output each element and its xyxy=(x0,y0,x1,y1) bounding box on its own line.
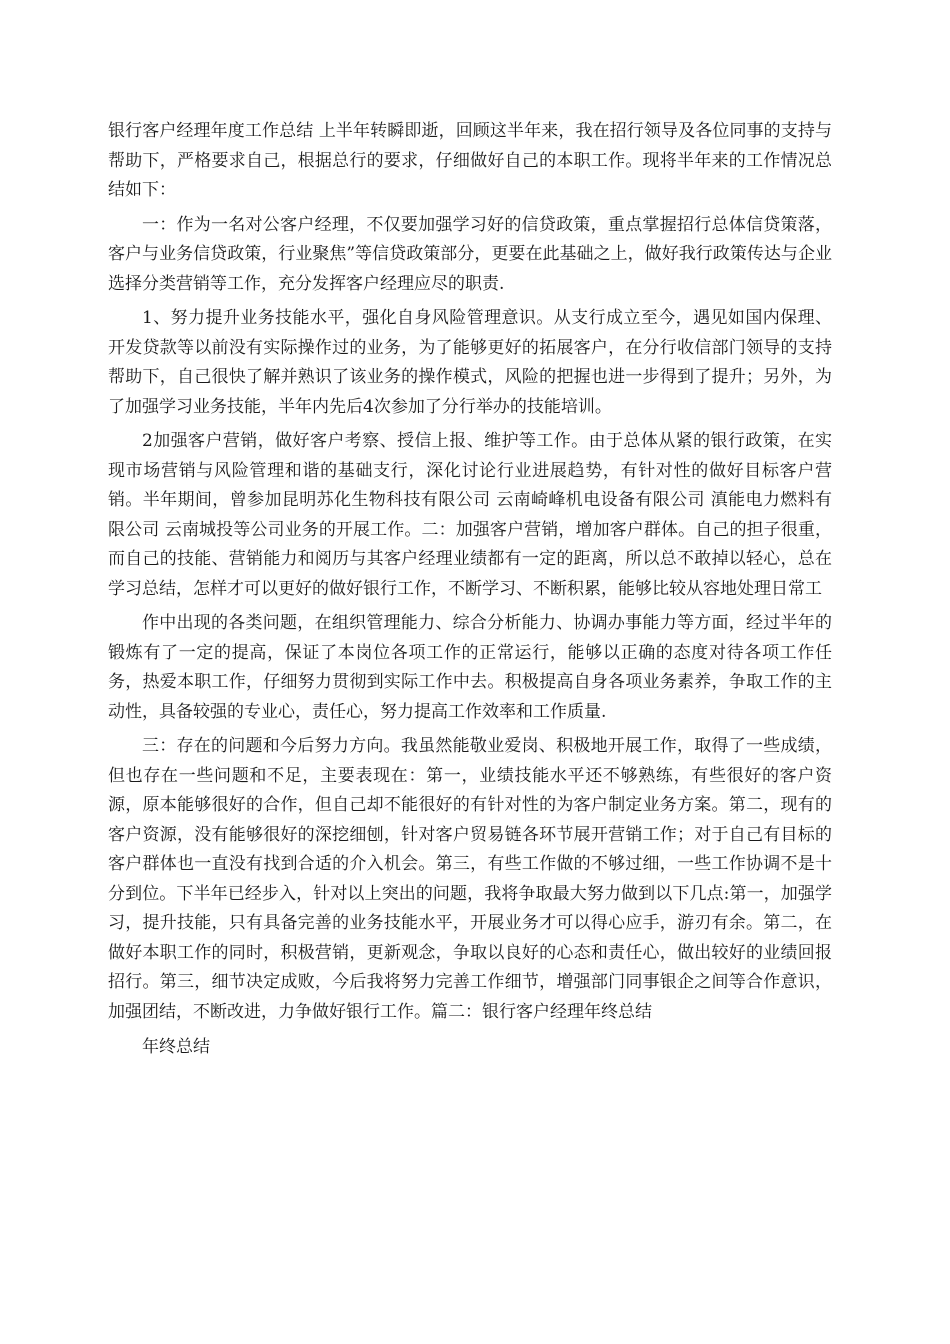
paragraph-year-end-heading: 年终总结 xyxy=(142,1037,210,1057)
paragraph-intro: 银行客户经理年度工作总结 上半年转瞬即逝，回顾这半年来，我在招行领导及各位同事的支持与帮助下，严格要求自己，根据总行的要求，仔细做好自己的本职工作。现将半年来的工作情况总结如下： xyxy=(108,121,832,200)
paragraph-continuation: 作中出现的各类问题，在组织管理能力、综合分析能力、协调办事能力等方面，经过半年的锻炼有了一定的提高，保证了本岗位各项工作的正常运行，能够以正确的态度对待各项工作任务，热爱本职工作，仔细努力贯彻到实际工作中去。积极提高自身各项业务素养，争取工作的主动性，具备较强的专业心，责任心，努力提高工作效率和工作质量. xyxy=(108,613,832,722)
paragraph-section-one: 一：作为一名对公客户经理，不仅要加强学习好的信贷政策，重点掌握招行总体信贷策落，客户与业务信贷政策，行业聚焦”等信贷政策部分，更要在此基础之上，做好我行政策传达与企业选择分类营销等工作，充分发挥客户经理应尽的职责. xyxy=(108,214,832,294)
paragraph-item-two: 2加强客户营销，做好客户考察、授信上报、维护等工作。由于总体从紧的银行政策，在实现市场营销与风险管理和谐的基础支行，深化讨论行业进展趋势，有针对性的做好目标客户营销。半年期间，曾参加昆明苏化生物科技有限公司 云南崎峰机电设备有限公司 滇能电力燃料有限公司 云南城投等公司业务的开展工作。二：加强客户营销，增加客户群体。自己的担子很重，而自己的技能、营销能力和阅历与其客户经理业绩都有一定的距离，所以总不敢掉以轻心，总在学习总结，怎样才可以更好的做好银行工作，不断学习、不断积累，能够比较从容地处理日常工 xyxy=(108,431,832,599)
paragraph-item-one: 1、努力提升业务技能水平，强化自身风险管理意识。从支行成立至今，遇见如国内保理、开发贷款等以前没有实际操作过的业务，为了能够更好的拓展客户，在分行收信部门领导的支持帮助下，自己很快了解并熟识了该业务的操作模式，风险的把握也进一步得到了提升；另外，为了加强学习业务技能，半年内先后4次参加了分行举办的技能培训。 xyxy=(108,308,832,417)
document-page xyxy=(108,117,832,1068)
paragraph-section-three: 三：存在的问题和今后努力方向。我虽然能敬业爱岗、积极地开展工作，取得了一些成绩，但也存在一些问题和不足，主要表现在：第一，业绩技能水平还不够熟练，有些很好的客户资源，原本能够很好的合作，但自己却不能很好的有针对性的为客户制定业务方案。第二，现有的客户资源，没有能够很好的深挖细刨，针对客户贸易链各环节展开营销工作；对于自己有目标的客户群体也一直没有找到合适的介入机会。第三，有些工作做的不够过细，一些工作协调不是十分到位。下半年已经步入，针对以上突出的问题，我将争取最大努力做到以下几点:第一，加强学习，提升技能，只有具备完善的业务技能水平，开展业务才可以得心应手，游刃有余。第二，在做好本职工作的同时，积极营销，更新观念，争取以良好的心态和责任心，做出较好的业绩回报招行。第三，细节决定成败，今后我将努力完善工作细节，增强部门同事银企之间等合作意识，加强团结，不断改进，力争做好银行工作。篇二：银行客户经理年终总结 xyxy=(108,736,832,1022)
